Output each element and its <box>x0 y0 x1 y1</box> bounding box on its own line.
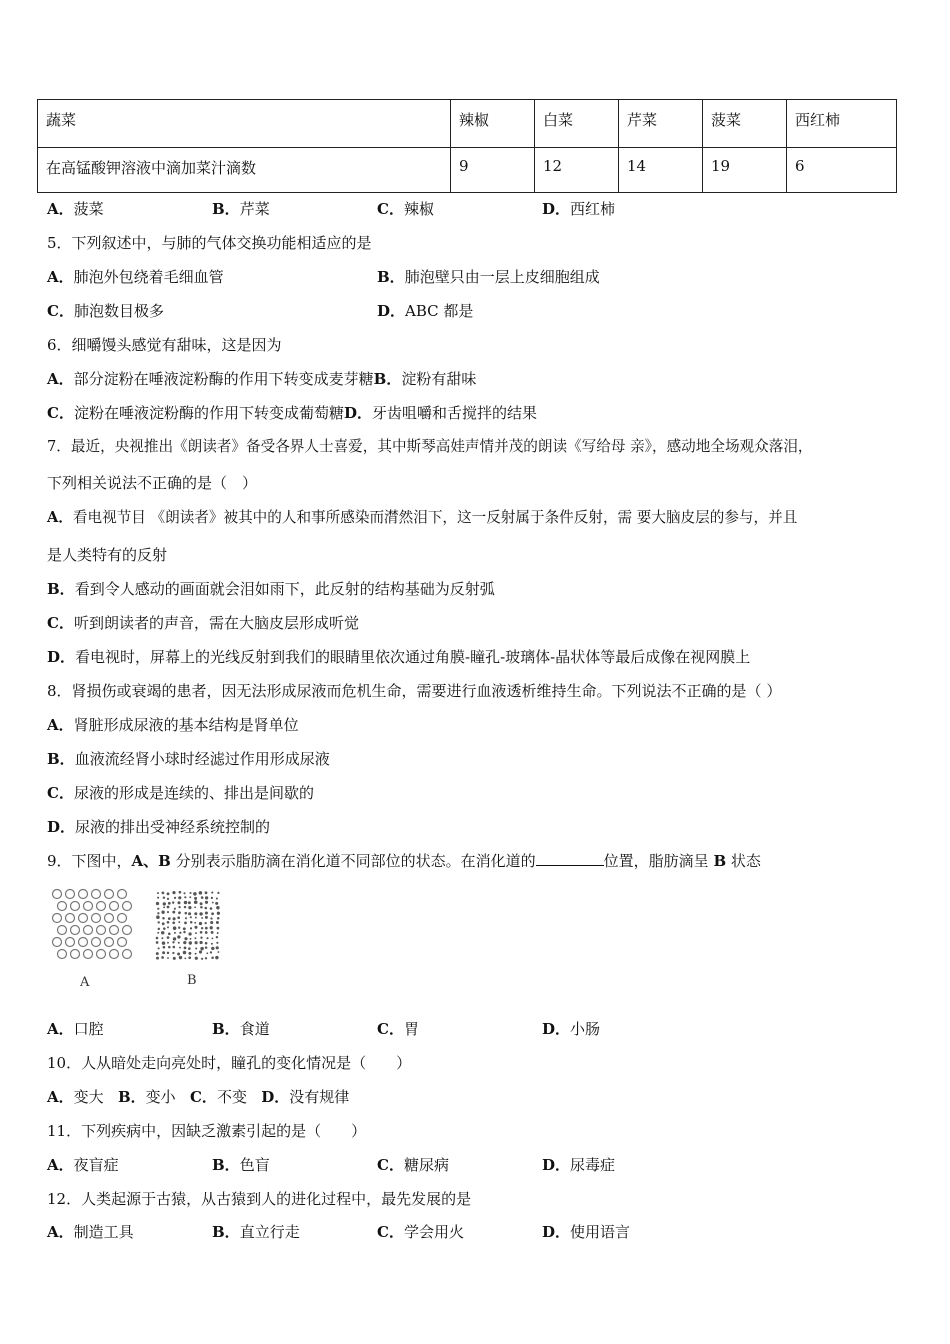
option-b[interactable]: B． <box>373 370 402 388</box>
droplet-small <box>173 917 176 920</box>
droplet-small <box>178 927 180 929</box>
table-cell: 辣椒 <box>451 100 535 148</box>
droplet-small <box>200 931 203 934</box>
droplet-small <box>184 937 187 940</box>
droplet-small <box>167 957 169 959</box>
droplet-small <box>188 906 191 909</box>
option-b[interactable]: B．血液流经肾小球时经滤过作用形成尿液 <box>47 750 330 768</box>
droplet-small <box>205 911 208 914</box>
droplet-large <box>79 938 88 947</box>
droplet-small <box>184 901 188 905</box>
droplet-small <box>158 928 160 930</box>
droplets-a-image <box>53 890 132 959</box>
option-d[interactable]: D．使用语言 <box>542 1223 631 1241</box>
question-stem: 5．下列叙述中，与肺的气体交换功能相适应的是 <box>47 234 372 252</box>
option-d[interactable]: D．西红柿 <box>542 200 616 218</box>
droplet-small <box>217 892 219 894</box>
option-text: 牙齿咀嚼和舌搅拌的结果 <box>371 404 537 422</box>
droplet-small <box>195 941 198 944</box>
droplet-small <box>184 922 187 925</box>
droplet-small <box>162 951 165 954</box>
droplet-small <box>195 957 198 960</box>
option-b[interactable]: B． <box>117 1088 146 1106</box>
droplet-large <box>118 890 127 899</box>
droplet-small <box>168 933 171 936</box>
option-line <box>47 1087 349 1107</box>
fat-droplet-figure <box>47 884 227 994</box>
droplet-small <box>190 916 192 918</box>
droplet-large <box>110 902 119 911</box>
option-text: 部分淀粉在唾液淀粉酶的作用下转变成麦芽糖 <box>73 370 374 388</box>
option-a[interactable]: A．肾脏形成尿液的基本结构是肾单位 <box>47 716 299 734</box>
droplet-small <box>194 926 197 929</box>
droplet-small <box>185 912 188 915</box>
droplet-small <box>216 942 218 944</box>
droplet-small <box>211 931 214 934</box>
droplet-large <box>97 902 106 911</box>
droplet-small <box>172 901 174 903</box>
droplet-small <box>167 898 169 900</box>
droplet-small <box>167 952 169 954</box>
option-text: 没有规律 <box>289 1088 350 1106</box>
droplet-small <box>177 953 180 956</box>
droplet-small <box>172 952 174 954</box>
droplet-small <box>201 927 203 929</box>
droplet-small <box>179 956 182 959</box>
droplet-small <box>193 892 197 896</box>
droplet-small <box>178 942 180 944</box>
droplet-large <box>53 914 62 923</box>
droplet-large <box>97 926 106 935</box>
droplet-large <box>105 890 114 899</box>
option-d[interactable]: D． <box>343 404 372 422</box>
droplet-small <box>183 931 185 933</box>
question-stem: 7．最近，央视推出《朗读者》备受各界人士喜爱，其中斯琴高娃声情并茂的朗读《写给母 亲》，感动地全场观众落泪， <box>47 438 813 455</box>
droplet-small <box>189 896 191 898</box>
droplet-small <box>172 946 175 949</box>
option-d[interactable]: D． <box>261 1088 290 1106</box>
droplet-large <box>92 890 101 899</box>
droplet-small <box>157 912 159 914</box>
droplet-small <box>177 916 180 919</box>
table-cell: 6 <box>787 148 897 193</box>
droplet-small <box>157 921 159 923</box>
droplet-small <box>179 947 181 949</box>
droplet-small <box>194 897 197 900</box>
droplet-large <box>92 938 101 947</box>
droplet-large <box>84 902 93 911</box>
droplet-large <box>123 950 132 959</box>
droplet-small <box>205 922 207 924</box>
droplet-small <box>167 936 170 939</box>
droplet-small <box>216 936 218 938</box>
droplet-large <box>84 950 93 959</box>
droplet-small <box>200 941 203 944</box>
droplet-large <box>58 926 67 935</box>
option-text: 变大 <box>73 1088 104 1106</box>
figure-label-a: A <box>80 975 90 990</box>
question-stem: 12．人类起源于古猿，从古猿到人的进化过程中，最先发展的是 <box>47 1190 472 1208</box>
droplet-small <box>177 901 180 904</box>
droplet-small <box>188 932 191 935</box>
option-a[interactable]: A．肺泡外包绕着毛细血管 <box>47 268 224 286</box>
droplet-small <box>174 908 176 910</box>
droplet-small <box>163 946 166 949</box>
droplet-small <box>163 896 165 898</box>
droplet-small <box>162 941 166 945</box>
droplet-small <box>195 917 197 919</box>
droplet-small <box>194 922 196 924</box>
option-c[interactable]: C．糖尿病 <box>377 1156 449 1174</box>
droplet-large <box>53 938 62 947</box>
droplet-small <box>168 902 171 905</box>
droplet-small <box>161 956 164 959</box>
table-cell: 蔬菜 <box>38 100 451 148</box>
droplet-small <box>190 938 192 940</box>
droplet-small <box>201 896 204 899</box>
droplet-small <box>200 902 203 905</box>
droplet-small <box>188 901 191 904</box>
droplet-small <box>205 957 207 959</box>
figure-label-b: B <box>187 973 197 988</box>
table-cell: 菠菜 <box>703 100 787 148</box>
droplet-small <box>205 901 208 904</box>
droplet-small <box>205 896 208 899</box>
option-d[interactable]: D．尿液的排出受神经系统控制的 <box>47 818 271 836</box>
droplet-large <box>66 914 75 923</box>
option-b[interactable]: B．直立行走 <box>212 1223 300 1241</box>
option-c[interactable]: C． <box>47 404 74 422</box>
droplet-small <box>200 937 202 939</box>
droplet-small <box>194 937 196 939</box>
droplet-small <box>167 926 169 928</box>
table-cell: 19 <box>703 148 787 193</box>
option-b[interactable]: B．肺泡壁只由一层上皮细胞组成 <box>377 268 600 286</box>
option-text: 是人类特有的反射 <box>47 546 168 564</box>
droplet-small <box>162 922 165 925</box>
droplet-small <box>178 911 181 914</box>
option-d[interactable]: D．ABC 都是 <box>377 302 474 320</box>
droplet-small <box>210 926 213 929</box>
droplet-small <box>211 943 213 945</box>
droplet-small <box>156 952 159 955</box>
droplet-small <box>190 927 192 929</box>
table-cell: 芹菜 <box>619 100 703 148</box>
question-stem: 11．下列疾病中，因缺乏激素引起的是（ ） <box>47 1122 367 1140</box>
droplet-large <box>79 890 88 899</box>
droplets-b-image <box>156 891 220 960</box>
droplet-small <box>173 957 176 960</box>
table-row <box>38 148 897 193</box>
option-a[interactable]: A．口腔 <box>47 1020 104 1038</box>
droplet-small <box>161 937 163 939</box>
droplet-small <box>185 917 187 919</box>
droplet-small <box>205 927 208 930</box>
droplet-small <box>200 947 203 950</box>
droplet-large <box>118 938 127 947</box>
droplet-small <box>211 912 214 915</box>
droplet-small <box>184 947 187 950</box>
droplet-small <box>217 951 219 953</box>
option-c[interactable]: C．尿液的形成是连续的、排出是间歇的 <box>47 784 314 802</box>
droplet-large <box>66 938 75 947</box>
droplet-small <box>184 906 186 908</box>
droplet-small <box>183 892 185 894</box>
droplet-small <box>188 956 191 959</box>
droplet-small <box>194 900 198 904</box>
droplet-small <box>216 921 219 924</box>
droplet-small <box>206 937 208 939</box>
droplet-small <box>210 921 213 924</box>
droplet-small <box>156 957 159 960</box>
droplet-small <box>178 921 180 923</box>
droplet-small <box>173 937 176 940</box>
option-a[interactable]: A．制造工具 <box>47 1223 134 1241</box>
option-d[interactable]: D．看电视时，屏幕上的光线反射到我们的眼睛里依次通过角膜-瞳孔-玻璃体-晶状体等最后成像在视网膜上 <box>47 648 751 666</box>
droplet-large <box>66 890 75 899</box>
option-text: 淀粉有甜味 <box>401 370 477 388</box>
table-cell: 西红柿 <box>787 100 897 148</box>
droplet-small <box>210 907 213 910</box>
droplet-large <box>79 914 88 923</box>
droplet-small <box>205 907 208 910</box>
droplet-small <box>210 917 212 919</box>
droplet-large <box>110 926 119 935</box>
droplet-small <box>179 891 182 894</box>
droplet-small <box>201 958 203 960</box>
droplet-small <box>178 896 181 899</box>
droplet-large <box>118 914 127 923</box>
droplet-small <box>205 931 208 934</box>
droplet-small <box>174 897 176 899</box>
option-a[interactable]: A．夜盲症 <box>47 1156 119 1174</box>
table-cell: 9 <box>451 148 535 193</box>
option-a[interactable]: A． <box>47 1088 74 1106</box>
droplet-small <box>178 906 180 908</box>
droplet-small <box>167 911 169 913</box>
option-c[interactable]: C． <box>189 1088 217 1106</box>
droplet-large <box>58 902 67 911</box>
droplet-small <box>215 956 218 959</box>
droplet-small <box>162 892 165 895</box>
droplet-small <box>195 948 197 950</box>
droplet-small <box>215 902 218 905</box>
option-c[interactable]: C．学会用火 <box>377 1223 464 1241</box>
droplet-small <box>172 891 175 894</box>
droplet-small <box>163 906 165 908</box>
droplet-small <box>211 897 213 899</box>
droplet-small <box>156 902 159 905</box>
droplet-small <box>205 891 208 894</box>
droplet-small <box>195 953 197 955</box>
droplet-small <box>163 927 166 930</box>
droplet-small <box>157 892 159 894</box>
option-line <box>47 403 537 423</box>
option-c[interactable]: C．肺泡数目极多 <box>47 302 164 320</box>
droplet-small <box>167 906 170 909</box>
droplet-small <box>188 952 191 955</box>
droplet-small <box>163 902 166 905</box>
droplet-small <box>167 942 169 944</box>
droplet-small <box>206 952 208 954</box>
droplet-small <box>161 911 164 914</box>
droplet-small <box>212 902 214 904</box>
table-row <box>38 100 897 148</box>
droplet-small <box>205 942 208 945</box>
droplet-small <box>200 906 203 909</box>
droplet-large <box>110 950 119 959</box>
droplet-small <box>194 912 197 915</box>
option-c[interactable]: C．听到朗读者的声音，需在大脑皮层形成听觉 <box>47 614 359 632</box>
droplet-large <box>71 902 80 911</box>
droplet-small <box>210 951 212 953</box>
droplet-large <box>71 926 80 935</box>
droplet-small <box>189 941 192 944</box>
option-text: 淀粉在唾液淀粉酶的作用下转变成葡萄糖 <box>73 404 344 422</box>
option-d[interactable]: D．小肠 <box>542 1020 601 1038</box>
question-stem: 6．细嚼馒头感觉有甜味，这是因为 <box>47 336 282 354</box>
option-b[interactable]: B．色盲 <box>212 1156 270 1174</box>
droplet-small <box>199 922 202 925</box>
droplet-small <box>172 921 175 924</box>
droplet-small <box>211 956 214 959</box>
droplet-small <box>157 932 159 934</box>
droplet-small <box>158 947 160 949</box>
droplet-small <box>195 932 197 934</box>
option-a[interactable]: A．菠菜 <box>47 200 104 218</box>
droplet-small <box>184 896 186 898</box>
droplet-small <box>179 932 181 934</box>
droplet-small <box>199 950 202 953</box>
question-stem: 10．人从暗处走向亮处时，瞳孔的变化情况是（ ） <box>47 1054 412 1072</box>
droplet-small <box>205 916 208 919</box>
option-line <box>47 369 476 389</box>
droplet-small <box>189 892 191 894</box>
droplet-small <box>162 917 165 920</box>
droplet-small <box>217 912 220 915</box>
droplet-small <box>167 892 170 895</box>
option-b[interactable]: B．食道 <box>212 1020 270 1038</box>
droplet-small <box>194 906 196 908</box>
droplet-small <box>211 937 213 939</box>
droplet-small <box>161 931 164 934</box>
option-c[interactable]: C．胃 <box>377 1020 419 1038</box>
droplet-small <box>156 915 160 919</box>
droplet-small <box>177 935 180 938</box>
option-text: 变小 <box>145 1088 176 1106</box>
option-a[interactable]: A． <box>47 370 74 388</box>
option-b[interactable]: B．芹菜 <box>212 200 270 218</box>
vegetable-table <box>37 99 897 193</box>
question-stem: 下列相关说法不正确的是（ ） <box>47 474 258 492</box>
droplet-large <box>71 950 80 959</box>
droplet-small <box>183 927 186 930</box>
table-cell: 白菜 <box>535 100 619 148</box>
droplet-small <box>199 891 203 895</box>
droplet-small <box>188 947 191 950</box>
droplet-small <box>172 941 174 943</box>
droplet-small <box>173 926 177 930</box>
option-c[interactable]: C．辣椒 <box>377 200 434 218</box>
droplet-small <box>183 941 186 944</box>
droplet-small <box>217 932 219 934</box>
droplet-small <box>217 917 220 920</box>
droplet-large <box>53 890 62 899</box>
droplet-small <box>174 932 176 934</box>
droplet-large <box>92 914 101 923</box>
droplet-small <box>205 946 208 949</box>
droplet-large <box>123 902 132 911</box>
droplet-large <box>105 914 114 923</box>
droplet-large <box>97 950 106 959</box>
droplet-large <box>123 926 132 935</box>
droplet-large <box>58 950 67 959</box>
option-a[interactable]: A．看电视节目 《朗读者》被其中的人和事所感染而潸然泪下，这一反射属于条件反射，需 要大脑皮层的参与，并且 <box>47 509 798 526</box>
table-cell: 在高锰酸钾溶液中滴加菜汁滴数 <box>38 148 451 193</box>
droplet-small <box>190 921 193 924</box>
answer-blank[interactable] <box>536 851 604 866</box>
droplet-small <box>201 917 203 919</box>
droplet-small <box>217 927 220 930</box>
droplet-large <box>84 926 93 935</box>
droplet-small <box>168 946 171 949</box>
option-text: 不变 <box>216 1088 247 1106</box>
droplet-small <box>211 892 213 894</box>
droplet-small <box>188 912 191 915</box>
droplet-small <box>199 912 202 915</box>
droplet-small <box>156 941 159 944</box>
droplet-small <box>183 951 187 955</box>
droplet-small <box>211 947 214 950</box>
question-stem: 8．肾损伤或衰竭的患者，因无法形成尿液而危机生命，需要进行血液透析维持生命。下列说法不正确的是（ ） <box>47 682 782 700</box>
droplet-small <box>157 908 159 910</box>
droplet-small <box>216 897 218 899</box>
droplet-small <box>157 897 159 899</box>
droplet-small <box>168 917 171 920</box>
droplet-small <box>216 906 219 909</box>
option-b[interactable]: B．看到令人感动的画面就会泪如雨下，此反射的结构基础为反射弧 <box>47 580 495 598</box>
droplet-small <box>216 946 219 949</box>
droplet-small <box>184 957 186 959</box>
question-stem: 9．下图中，A、B 分别表示脂肪滴在消化道不同部位的状态。在消化道的 位置，脂肪滴呈 B 状态 <box>47 852 761 870</box>
droplet-large <box>105 938 114 947</box>
droplet-small <box>167 921 170 924</box>
droplet-small <box>156 937 159 940</box>
table-cell: 12 <box>535 148 619 193</box>
option-d[interactable]: D．尿毒症 <box>542 1156 616 1174</box>
droplet-small <box>172 911 175 914</box>
table-cell: 14 <box>619 148 703 193</box>
